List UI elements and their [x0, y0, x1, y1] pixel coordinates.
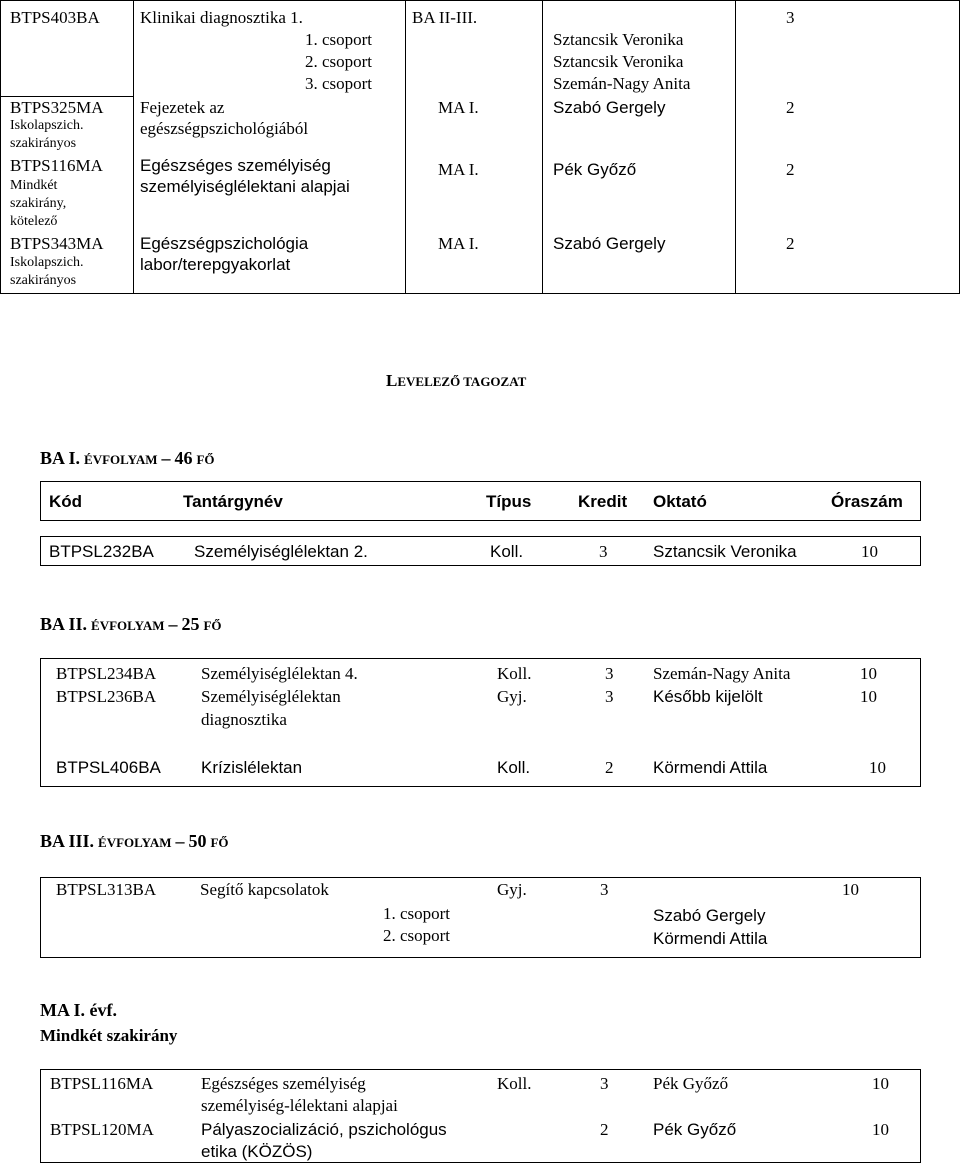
table-border-top	[40, 658, 921, 659]
table-border-bottom	[40, 786, 921, 787]
course-type: Koll.	[497, 1074, 532, 1093]
table-border-top	[40, 481, 921, 482]
subject-name: labor/terepgyakorlat	[140, 255, 291, 274]
credit: 3	[786, 8, 795, 27]
course-type: Gyj.	[497, 880, 527, 899]
course-credit: 3	[600, 880, 609, 899]
table-border-right	[920, 481, 921, 521]
level: BA II-III.	[412, 8, 478, 27]
year-heading	[40, 831, 229, 852]
col-divider	[133, 0, 134, 294]
course-code: BTPSL232BA	[49, 542, 154, 561]
col-divider	[0, 0, 1, 294]
subject-name: Egészséges személyiség	[140, 156, 331, 175]
header-code: Kód	[49, 492, 83, 511]
level: MA I.	[438, 160, 479, 179]
header-hours: Óraszám	[831, 492, 903, 511]
course-name: diagnosztika	[201, 710, 287, 729]
subject-name: egészségpszichológiából	[140, 119, 309, 138]
course-note: szakirány,	[10, 196, 67, 211]
dash: –	[175, 831, 185, 851]
course-code: BTPS343MA	[10, 234, 104, 253]
course-name: Egészséges személyiség	[201, 1074, 366, 1093]
header-teacher: Oktató	[653, 492, 707, 511]
student-count: 50	[188, 831, 207, 851]
teacher: Sztancsik Veronika	[553, 52, 684, 71]
table-border-bottom	[40, 1162, 921, 1163]
course-teacher: Körmendi Attila	[653, 758, 768, 777]
credit: 2	[786, 234, 795, 253]
count-unit: FŐ	[203, 618, 222, 633]
course-credit: 2	[605, 758, 614, 777]
course-credit: 2	[600, 1120, 609, 1139]
course-code: BTPSL234BA	[56, 664, 157, 683]
title-rest-2: TAGOZAT	[463, 374, 527, 389]
count-unit: FŐ	[210, 835, 229, 850]
course-name: Személyiséglélektan	[201, 687, 341, 706]
group-label: 2. csoport	[304, 52, 372, 71]
table-border-right	[920, 1069, 921, 1163]
table-border-bottom	[40, 520, 921, 521]
course-note: szakirányos	[10, 136, 77, 151]
teacher: Sztancsik Veronika	[553, 30, 684, 49]
course-hours: 10	[842, 880, 859, 899]
course-name: etika (KÖZÖS)	[201, 1142, 313, 1161]
group-label: 1. csoport	[382, 904, 450, 923]
group-label: 3. csoport	[304, 74, 372, 93]
subject-name: Egészségpszichológia	[140, 234, 309, 253]
col-divider	[542, 0, 543, 294]
course-note: kötelező	[10, 214, 58, 229]
table-border-left	[40, 1069, 41, 1163]
table-border-top	[40, 1069, 921, 1070]
group-label: 2. csoport	[382, 926, 450, 945]
table-border-bottom	[0, 293, 960, 294]
course-credit: 3	[600, 1074, 609, 1093]
course-code: BTPSL236BA	[56, 687, 157, 706]
course-code: BTPSL406BA	[56, 758, 161, 777]
dash: –	[168, 614, 178, 634]
course-name: személyiség-lélektani alapjai	[201, 1096, 398, 1115]
year-label: ÉVFOLYAM	[84, 452, 158, 467]
table-border-left	[40, 481, 41, 521]
course-teacher: Pék Győző	[653, 1074, 729, 1093]
course-name: Személyiséglélektan 4.	[201, 664, 358, 683]
course-code: BTPS325MA	[10, 98, 104, 117]
course-code: BTPSL313BA	[56, 880, 157, 899]
course-hours: 10	[872, 1074, 889, 1093]
course-teacher: Szabó Gergely	[653, 906, 766, 925]
course-name: Segítő kapcsolatok	[200, 880, 329, 899]
student-count: 46	[174, 448, 193, 468]
level: MA I.	[438, 98, 479, 117]
year-heading	[40, 448, 215, 469]
course-code: BTPS116MA	[10, 156, 103, 175]
course-teacher: Körmendi Attila	[653, 929, 768, 948]
credit: 2	[786, 160, 795, 179]
course-type: Koll.	[490, 542, 524, 561]
course-teacher: Pék Győző	[653, 1120, 737, 1139]
year-level: BA I.	[40, 448, 81, 468]
ma-heading: MA I. évf.	[40, 1000, 117, 1020]
table-border-bottom	[40, 957, 921, 958]
course-hours: 10	[869, 758, 886, 777]
teacher: Szabó Gergely	[553, 234, 666, 253]
header-type: Típus	[486, 492, 532, 511]
course-note: Mindkét	[10, 178, 58, 193]
year-level: BA III.	[40, 831, 95, 851]
course-hours: 10	[872, 1120, 889, 1139]
col-divider	[735, 0, 736, 294]
level: MA I.	[438, 234, 479, 253]
course-note: szakirányos	[10, 273, 77, 288]
course-credit: 3	[599, 542, 608, 561]
course-code: BTPSL116MA	[50, 1074, 154, 1093]
teacher: Pék Győző	[553, 160, 637, 179]
title-initial: L	[386, 371, 398, 390]
table-border-top	[40, 877, 921, 878]
section-title	[386, 371, 526, 391]
course-code: BTPSL120MA	[50, 1120, 154, 1139]
header-credit: Kredit	[578, 492, 628, 511]
table-border-left	[40, 536, 41, 566]
course-teacher: Szemán-Nagy Anita	[653, 664, 791, 683]
credit: 2	[786, 98, 795, 117]
table-border-top	[0, 0, 960, 1]
course-code: BTPS403BA	[10, 8, 100, 27]
col-divider	[405, 0, 406, 294]
subject-name: Klinikai diagnosztika 1.	[140, 8, 303, 27]
course-name: Krízislélektan	[201, 758, 303, 777]
table-border-left	[40, 658, 41, 787]
course-credit: 3	[605, 687, 614, 706]
ma-subtitle: Mindkét szakirány	[40, 1026, 178, 1045]
title-rest: EVELEZŐ	[397, 374, 464, 389]
table-border-right	[920, 658, 921, 787]
course-hours: 10	[861, 542, 878, 561]
subject-name: Fejezetek az	[140, 98, 225, 117]
course-note: Iskolapszich.	[10, 118, 84, 133]
header-name: Tantárgynév	[183, 492, 283, 511]
course-type: Koll.	[497, 664, 532, 683]
year-label: ÉVFOLYAM	[98, 835, 172, 850]
table-border-bottom	[40, 565, 921, 566]
subject-name: személyiséglélektani alapjai	[140, 177, 350, 196]
course-hours: 10	[860, 687, 877, 706]
course-type: Gyj.	[497, 687, 527, 706]
year-label: ÉVFOLYAM	[91, 618, 165, 633]
course-teacher: Később kijelölt	[653, 687, 763, 706]
row-divider	[0, 96, 133, 97]
teacher: Szabó Gergely	[553, 98, 666, 117]
table-border-right	[920, 536, 921, 566]
table-border-top	[40, 536, 921, 537]
course-hours: 10	[860, 664, 877, 683]
course-note: Iskolapszich.	[10, 255, 84, 270]
teacher: Szemán-Nagy Anita	[553, 74, 691, 93]
course-name: Személyiséglélektan 2.	[194, 542, 368, 561]
course-teacher: Sztancsik Veronika	[653, 542, 797, 561]
count-unit: FŐ	[196, 452, 215, 467]
dash: –	[161, 448, 171, 468]
course-credit: 3	[605, 664, 614, 683]
student-count: 25	[181, 614, 200, 634]
year-level: BA II.	[40, 614, 88, 634]
group-label: 1. csoport	[304, 30, 372, 49]
course-name: Pályaszocializáció, pszichológus	[201, 1120, 447, 1139]
course-type: Koll.	[497, 758, 531, 777]
table-border-right	[920, 877, 921, 958]
table-border-left	[40, 877, 41, 958]
year-heading	[40, 614, 222, 635]
